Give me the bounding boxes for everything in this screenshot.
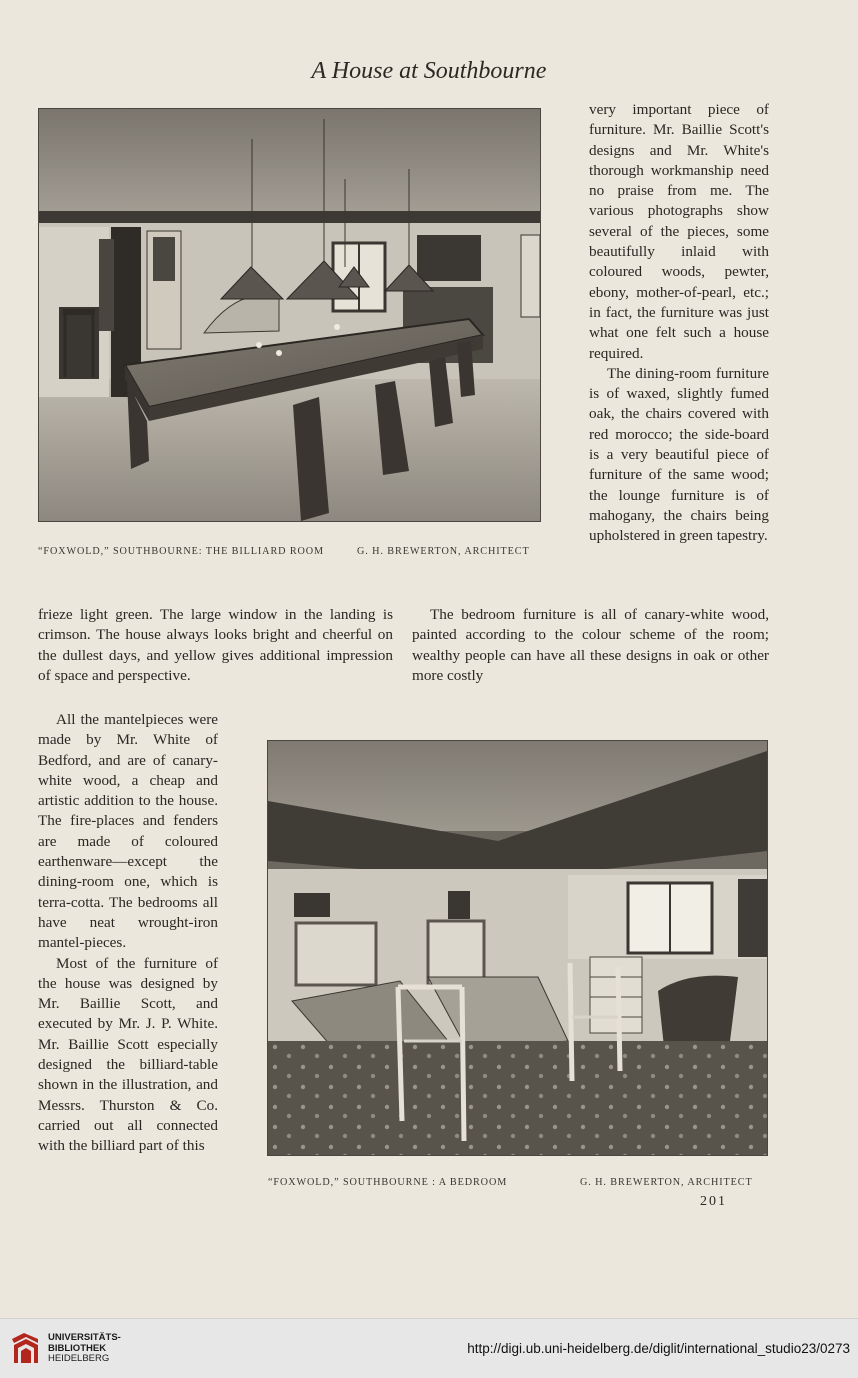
footer-bar <box>0 1318 858 1378</box>
right-column-top <box>589 100 769 547</box>
library-name[interactable] <box>48 1333 121 1365</box>
middle-right-column <box>412 605 769 686</box>
paragraph-dining-room: The dining-room furniture is of waxed, slightly fumed oak, the chairs covered with red morocco; the side-board is a very beautiful piece of furniture of the same wood; the lounge furniture is of mahogany, the chairs being upholstered in green tapestry. <box>589 364 769 545</box>
bedroom-photo <box>267 740 768 1156</box>
billiard-photo-credit: G. H. BREWERTON, ARCHITECT <box>357 546 530 557</box>
bedroom-photo-caption: “FOXWOLD,” SOUTHBOURNE : A BEDROOM <box>268 1177 508 1188</box>
university-library-logo-icon[interactable] <box>10 1331 40 1365</box>
billiard-room-illustration <box>39 109 540 521</box>
paragraph-furniture-design: Most of the furniture of the house was designed by Mr. Baillie Scott, and executed by Mr. J. P. White. Mr. Baillie Scott especially designed the billiard-table shown in the illustration, and Messrs. Thurston & Co. carried out all connected with the billiard part of this <box>38 954 218 1155</box>
library-name-line3: HEIDELBERG <box>48 1353 110 1364</box>
bedroom-illustration <box>268 741 767 1155</box>
running-head: A House at Southbourne <box>311 58 547 84</box>
billiard-photo-caption: “FOXWOLD,” SOUTHBOURNE: THE BILLIARD ROOM <box>38 546 325 557</box>
page-number: 201 <box>700 1194 727 1209</box>
bedroom-photo-credit: G. H. BREWERTON, ARCHITECT <box>580 1177 753 1188</box>
paragraph-frieze: frieze light green. The large window in the landing is crimson. The house always looks bright and cheerful on the dullest days, and yellow gives additional impression of space and perspective. <box>38 606 393 684</box>
library-name-line2: BIBLIOTHEK <box>48 1342 107 1354</box>
paragraph-mantelpieces: All the mantelpieces were made by Mr. White of Bedford, and are of canary-white wood, a cheap and artistic addition to the house. The fire-places and fenders are made of coloured earthenware—except the dining-room one, which is terra-cotta. The bedrooms all have neat wrought-iron mantel-pieces. <box>38 711 218 952</box>
paragraph-furniture-praise: very important piece of furniture. Mr. Baillie Scott's designs and Mr. White's thorough workmanship need no praise from me. The various photographs show several of the pieces, some beautifully inlaid with coloured woods, pewter, ebony, mother-of-pearl, etc.; in fact, the furniture was just what one felt such a house required. <box>589 101 769 362</box>
middle-left-column <box>38 605 393 686</box>
left-column-bottom <box>38 710 218 1157</box>
library-name-line1: UNIVERSITÄTS- <box>48 1332 121 1343</box>
permalink-url[interactable]: http://digi.ub.uni-heidelberg.de/diglit/international_studio23/0273 <box>467 1341 850 1356</box>
billiard-room-photo <box>38 108 541 522</box>
paragraph-bedroom-furniture: The bedroom furniture is all of canary-white wood, painted according to the colour scheme of the room; wealthy people can have all these designs in oak or other more costly <box>412 606 769 684</box>
